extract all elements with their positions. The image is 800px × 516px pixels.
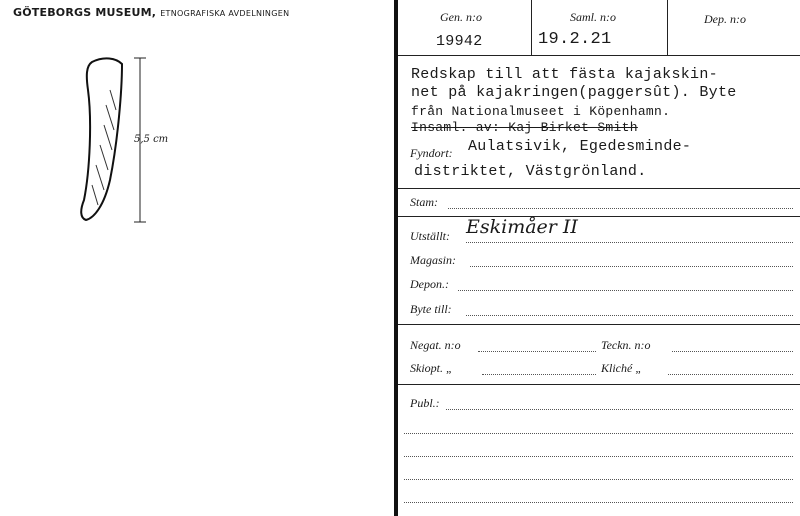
- depon-label: Depon.:: [410, 277, 449, 291]
- magasin-label: Magasin:: [410, 253, 456, 267]
- gen-value: 19942: [436, 33, 483, 50]
- struck-collector-line: Insaml. av: Kaj Birket-Smith: [411, 120, 638, 135]
- artifact-shading: [92, 90, 116, 205]
- fyndort-label: Fyndort:: [410, 146, 453, 160]
- magasin-dots: [470, 266, 793, 267]
- gen-label: Gen. n:o: [440, 10, 482, 24]
- saml-label: Saml. n:o: [570, 10, 616, 24]
- description-line-3: från Nationalmuseet i Köpenhamn.: [411, 104, 671, 119]
- publ-label: Publ.:: [410, 396, 440, 410]
- description-line-2: net på kajakringen(paggersût). Byte: [411, 84, 737, 101]
- stam-separator: [398, 216, 800, 217]
- skiopt-dots: [482, 374, 596, 375]
- top-box-divider-2: [667, 0, 668, 55]
- publ-dots-3: [404, 456, 793, 457]
- publ-dots-1: [446, 409, 793, 410]
- negat-dots: [478, 351, 596, 352]
- byte-label: Byte till:: [410, 302, 452, 316]
- teckn-label: Teckn. n:o: [601, 338, 651, 352]
- top-box-divider-1: [531, 0, 532, 55]
- utstallt-label: Utställt:: [410, 229, 451, 243]
- dep-label: Dep. n:o: [704, 12, 746, 26]
- description-line-1: Redskap till att fästa kajakskin-: [411, 66, 718, 83]
- teckn-dots: [672, 351, 793, 352]
- department-name: ETNOGRAFISKA AVDELNINGEN: [160, 9, 290, 18]
- stam-dots: [448, 208, 793, 209]
- negat-label: Negat. n:o: [410, 338, 461, 352]
- utstallt-value: Eskimåer II: [466, 216, 578, 238]
- museum-header: [13, 6, 289, 19]
- photo-separator: [398, 384, 800, 385]
- storage-separator: [398, 324, 800, 325]
- stam-label: Stam:: [410, 195, 438, 209]
- card-left-rule: [394, 0, 398, 516]
- museum-name: GÖTEBORGS MUSEUM,: [13, 6, 157, 19]
- top-box-bottom-line: [398, 55, 800, 56]
- depon-dots: [458, 290, 793, 291]
- kliche-dots: [668, 374, 793, 375]
- measurement-label: 5,5 cm: [134, 134, 169, 145]
- utstallt-dots: [466, 242, 793, 243]
- publ-dots-2: [404, 433, 793, 434]
- kliche-label: Kliché „: [601, 361, 642, 375]
- artifact-outline: [81, 58, 122, 220]
- skiopt-label: Skiopt. „: [410, 361, 453, 375]
- fyndort-line-2: distriktet, Västgrönland.: [414, 163, 647, 180]
- fyndort-line-1: Aulatsivik, Egedesminde-: [468, 138, 692, 155]
- byte-dots: [466, 315, 793, 316]
- publ-dots-5: [404, 502, 793, 503]
- fyndort-separator: [398, 188, 800, 189]
- saml-value: 19.2.21: [538, 30, 612, 49]
- publ-dots-4: [404, 479, 793, 480]
